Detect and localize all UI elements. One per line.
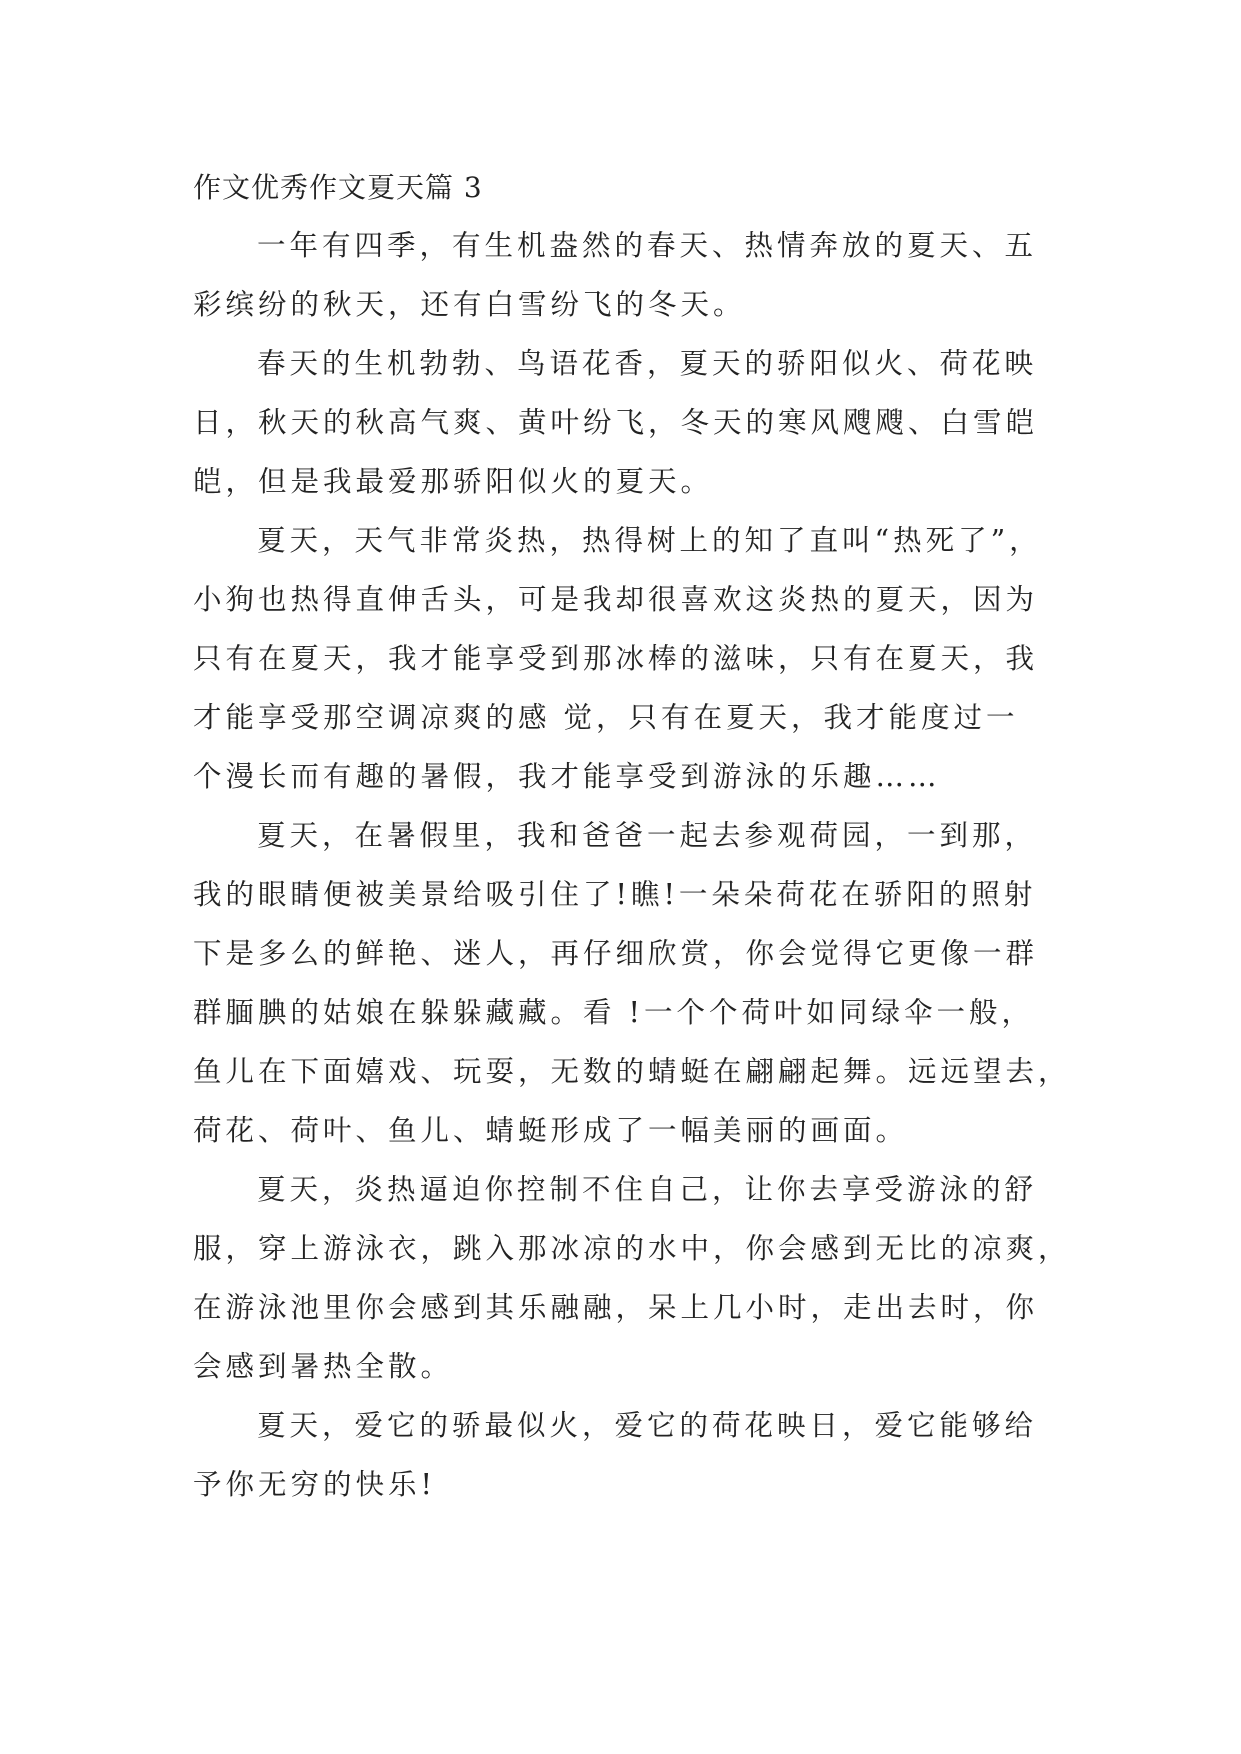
paragraph-5 [193,1160,1071,1396]
text-line: 春天的生机勃勃、鸟语花香，夏天的骄阳似火、荷花映 [257,347,1038,380]
paragraph-4 [193,806,1071,1160]
text-line: 彩缤纷的秋天，还有白雪纷飞的冬天。 [193,288,746,321]
document-title: 作文优秀作文夏天篇 3 [193,171,483,204]
text-line: 服，穿上游泳衣，跳入那冰凉的水中，你会感到无比的凉爽， [193,1232,1071,1265]
text-line: 日，秋天的秋高气爽、黄叶纷飞，冬天的寒风飕飕、白雪皑 [193,406,1039,439]
text-line: 皑，但是我最爱那骄阳似火的夏天。 [193,465,714,498]
text-line: 荷花、荷叶、鱼儿、蜻蜓形成了一幅美丽的画面。 [193,1114,909,1147]
text-line: 才能享受那空调凉爽的感 觉，只有在夏天，我才能度过一 [193,701,1019,734]
paragraph-6 [193,1396,1053,1514]
text-line: 我的眼睛便被美景给吸引住了!瞧!一朵朵荷花在骄阳的照射 [193,878,1037,911]
text-line: 夏天，在暑假里，我和爸爸一起去参观荷园，一到那， [257,819,1038,852]
text-line: 夏天，爱它的骄最似火，爱它的荷花映日，爱它能够给 [257,1409,1038,1442]
text-line: 夏天，天气非常炎热，热得树上的知了直叫“热死了”， [257,524,1042,557]
text-line: 一年有四季，有生机盎然的春天、热情奔放的夏天、五 [257,229,1038,262]
text-line: 夏天，炎热逼迫你控制不住自己，让你去享受游泳的舒 [257,1173,1038,1206]
text-line: 个漫长而有趣的暑假，我才能享受到游泳的乐趣…… [193,760,941,793]
paragraph-1 [193,216,1053,334]
paragraph-3 [193,511,1053,806]
text-line: 予你无穷的快乐! [193,1468,436,1501]
text-line: 群腼腆的姑娘在躲躲藏藏。看 !一个个荷叶如同绿伞一般， [193,996,1035,1029]
paragraph-2 [193,334,1053,511]
document-body [193,160,1071,1514]
text-line: 在游泳池里你会感到其乐融融，呆上几小时，走出去时，你 [193,1291,1039,1324]
text-line: 会感到暑热全散。 [193,1350,454,1383]
text-line: 只有在夏天，我才能享受到那冰棒的滋味，只有在夏天，我 [193,642,1039,675]
text-line: 下是多么的鲜艳、迷人，再仔细欣赏，你会觉得它更像一群 [193,937,1039,970]
text-line: 鱼儿在下面嬉戏、玩耍，无数的蜻蜓在翩翩起舞。远远望去， [193,1055,1071,1088]
text-line: 小狗也热得直伸舌头，可是我却很喜欢这炎热的夏天，因为 [193,583,1039,616]
